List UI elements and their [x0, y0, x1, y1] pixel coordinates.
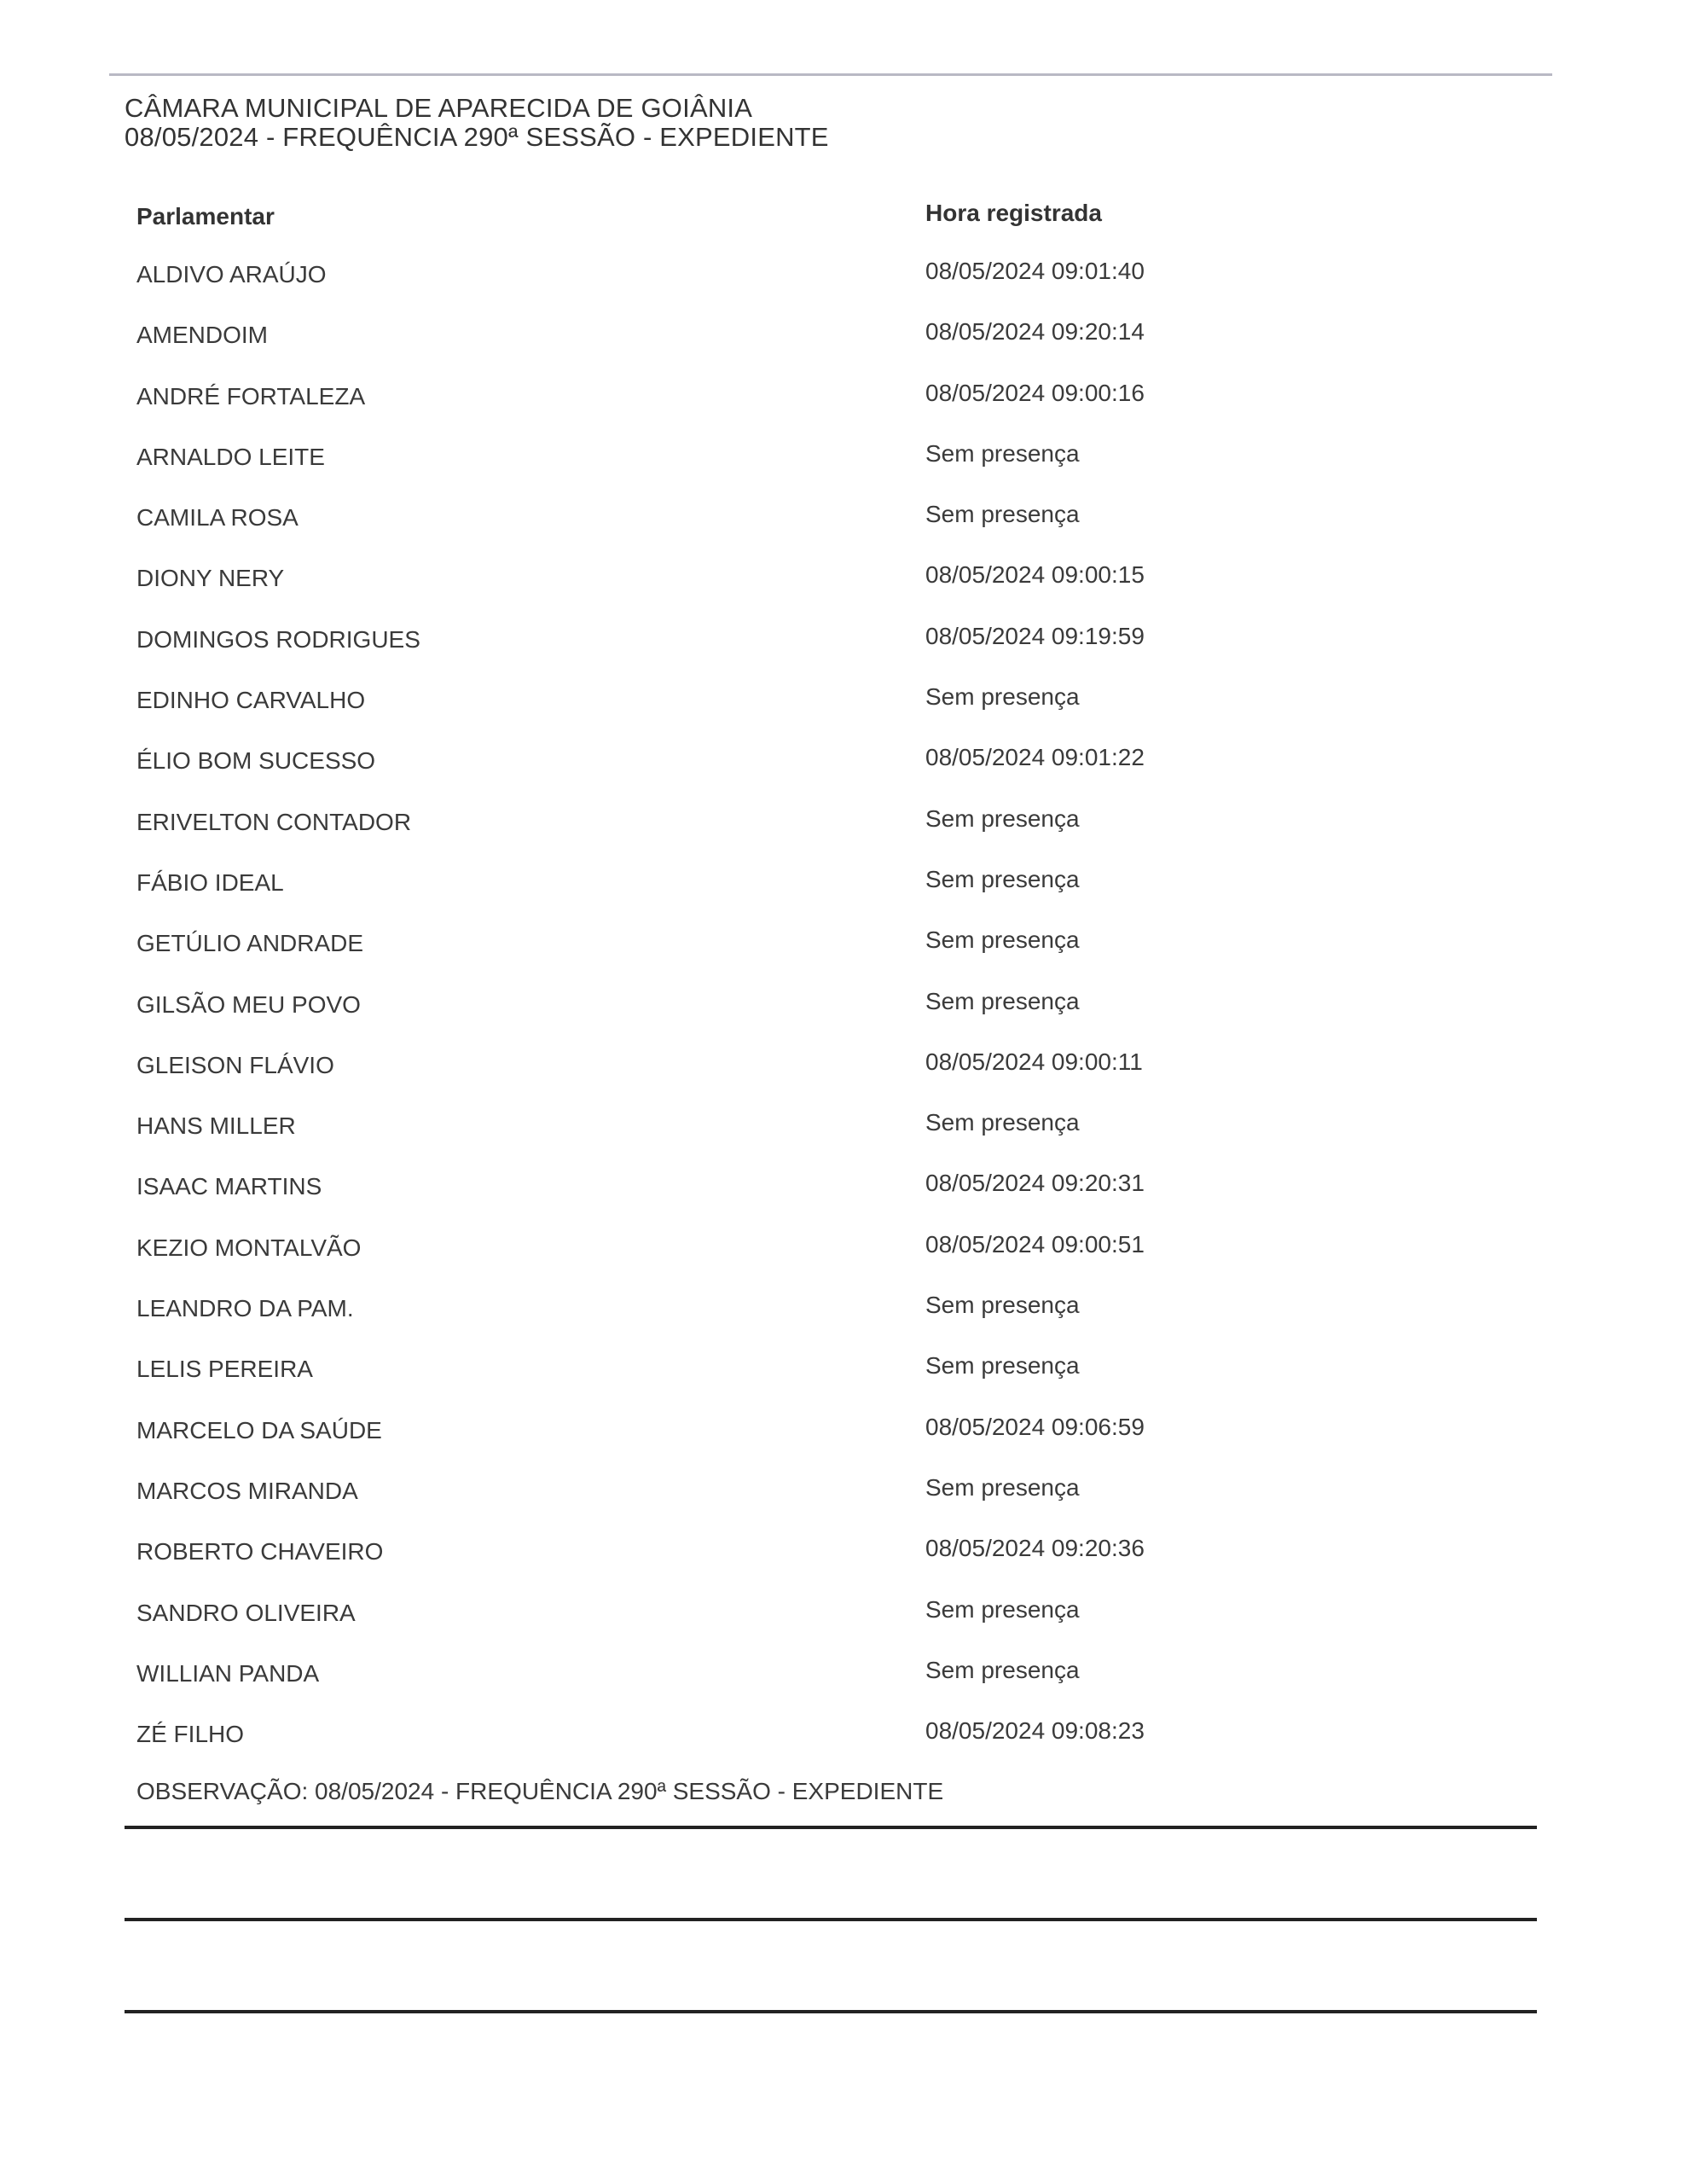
parlamentar-name: ZÉ FILHO [136, 1721, 245, 1748]
parlamentar-name: ERIVELTON CONTADOR [136, 808, 412, 835]
table-row [0, 1714, 1687, 1774]
table-row [0, 558, 1687, 619]
document-subtitle: 08/05/2024 - FREQUÊNCIA 290ª SESSÃO - EXPEDIENTE [125, 122, 829, 152]
parlamentar-name: AMENDOIM [136, 322, 268, 349]
registered-time: 08/05/2024 09:08:23 [925, 1717, 1145, 1745]
table-row [0, 923, 1687, 984]
table-row [0, 741, 1687, 801]
signature-line [125, 1826, 1537, 1829]
registered-time: Sem presença [925, 987, 1080, 1014]
registered-time: Sem presença [925, 1656, 1080, 1683]
parlamentar-name: ANDRÉ FORTALEZA [136, 382, 366, 410]
parlamentar-name: ROBERTO CHAVEIRO [136, 1538, 384, 1565]
parlamentar-name: HANS MILLER [136, 1112, 296, 1140]
table-row [0, 1288, 1687, 1349]
registered-time: 08/05/2024 09:01:22 [925, 744, 1145, 771]
parlamentar-name: EDINHO CARVALHO [136, 687, 366, 714]
parlamentar-name: KEZIO MONTALVÃO [136, 1234, 362, 1261]
table-row [0, 1410, 1687, 1471]
table-row [0, 254, 1687, 315]
table-row [0, 315, 1687, 375]
registered-time: 08/05/2024 09:01:40 [925, 258, 1145, 284]
parlamentar-name: SANDRO OLIVEIRA [136, 1599, 356, 1626]
parlamentar-name: LEANDRO DA PAM. [136, 1295, 354, 1322]
registered-time: 08/05/2024 09:00:15 [925, 561, 1145, 589]
table-row [0, 1531, 1687, 1592]
table-row [0, 619, 1687, 680]
table-row [0, 1228, 1687, 1288]
table-row [0, 1471, 1687, 1531]
table-row [0, 376, 1687, 437]
table-row [0, 1045, 1687, 1106]
parlamentar-name: ARNALDO LEITE [136, 443, 325, 470]
registered-time: Sem presença [925, 439, 1080, 467]
table-row [0, 680, 1687, 741]
table-row [0, 985, 1687, 1045]
parlamentar-name: MARCELO DA SAÚDE [136, 1416, 382, 1443]
registered-time: 08/05/2024 09:20:14 [925, 318, 1145, 346]
table-row [0, 1349, 1687, 1409]
registered-time: Sem presença [925, 804, 1080, 832]
registered-time: Sem presença [925, 1473, 1080, 1501]
table-row [0, 863, 1687, 923]
registered-time: Sem presença [925, 501, 1080, 528]
table-row [0, 802, 1687, 863]
document-title: CÂMARA MUNICIPAL DE APARECIDA DE GOIÂNIA [125, 93, 753, 123]
parlamentar-name: GETÚLIO ANDRADE [136, 930, 364, 957]
registered-time: Sem presença [925, 1109, 1080, 1136]
parlamentar-name: ÉLIO BOM SUCESSO [136, 747, 376, 775]
registered-time: 08/05/2024 09:00:11 [925, 1048, 1143, 1075]
table-row [0, 1653, 1687, 1714]
column-header-hora-registrada: Hora registrada [925, 200, 1102, 226]
registered-time: Sem presença [925, 865, 1080, 892]
parlamentar-name: LELIS PEREIRA [136, 1356, 313, 1383]
registered-time: 08/05/2024 09:20:31 [925, 1170, 1145, 1197]
parlamentar-name: GLEISON FLÁVIO [136, 1051, 334, 1078]
registered-time: 08/05/2024 09:06:59 [925, 1413, 1145, 1440]
registered-time: 08/05/2024 09:20:36 [925, 1535, 1145, 1562]
table-row [0, 437, 1687, 497]
parlamentar-name: DIONY NERY [136, 565, 285, 592]
column-header-parlamentar: Parlamentar [136, 203, 275, 229]
top-rule [109, 73, 1552, 76]
registered-time: Sem presença [925, 926, 1080, 954]
signature-line [125, 1918, 1537, 1921]
parlamentar-name: WILLIAN PANDA [136, 1659, 320, 1687]
parlamentar-name: ISAAC MARTINS [136, 1173, 322, 1200]
parlamentar-name: DOMINGOS RODRIGUES [136, 625, 420, 653]
signature-line [125, 2010, 1537, 2013]
parlamentar-name: MARCOS MIRANDA [136, 1477, 358, 1504]
document-header [125, 94, 829, 152]
table-row [0, 1593, 1687, 1653]
table-row [0, 1166, 1687, 1227]
parlamentar-name: GILSÃO MEU POVO [136, 990, 361, 1018]
registered-time: 08/05/2024 09:00:16 [925, 379, 1145, 406]
parlamentar-name: ALDIVO ARAÚJO [136, 261, 327, 288]
observation-text: OBSERVAÇÃO: 08/05/2024 - FREQUÊNCIA 290ª SESSÃO - EXPEDIENTE [136, 1778, 944, 1804]
attendance-table [0, 254, 1687, 1774]
registered-time: 08/05/2024 09:19:59 [925, 622, 1145, 649]
table-row [0, 1106, 1687, 1166]
parlamentar-name: CAMILA ROSA [136, 504, 299, 531]
registered-time: Sem presença [925, 1292, 1080, 1319]
table-row [0, 497, 1687, 558]
registered-time: 08/05/2024 09:00:51 [925, 1230, 1145, 1258]
parlamentar-name: FÁBIO IDEAL [136, 868, 284, 896]
registered-time: Sem presença [925, 1595, 1080, 1623]
registered-time: Sem presença [925, 1352, 1080, 1380]
registered-time: Sem presença [925, 683, 1080, 711]
